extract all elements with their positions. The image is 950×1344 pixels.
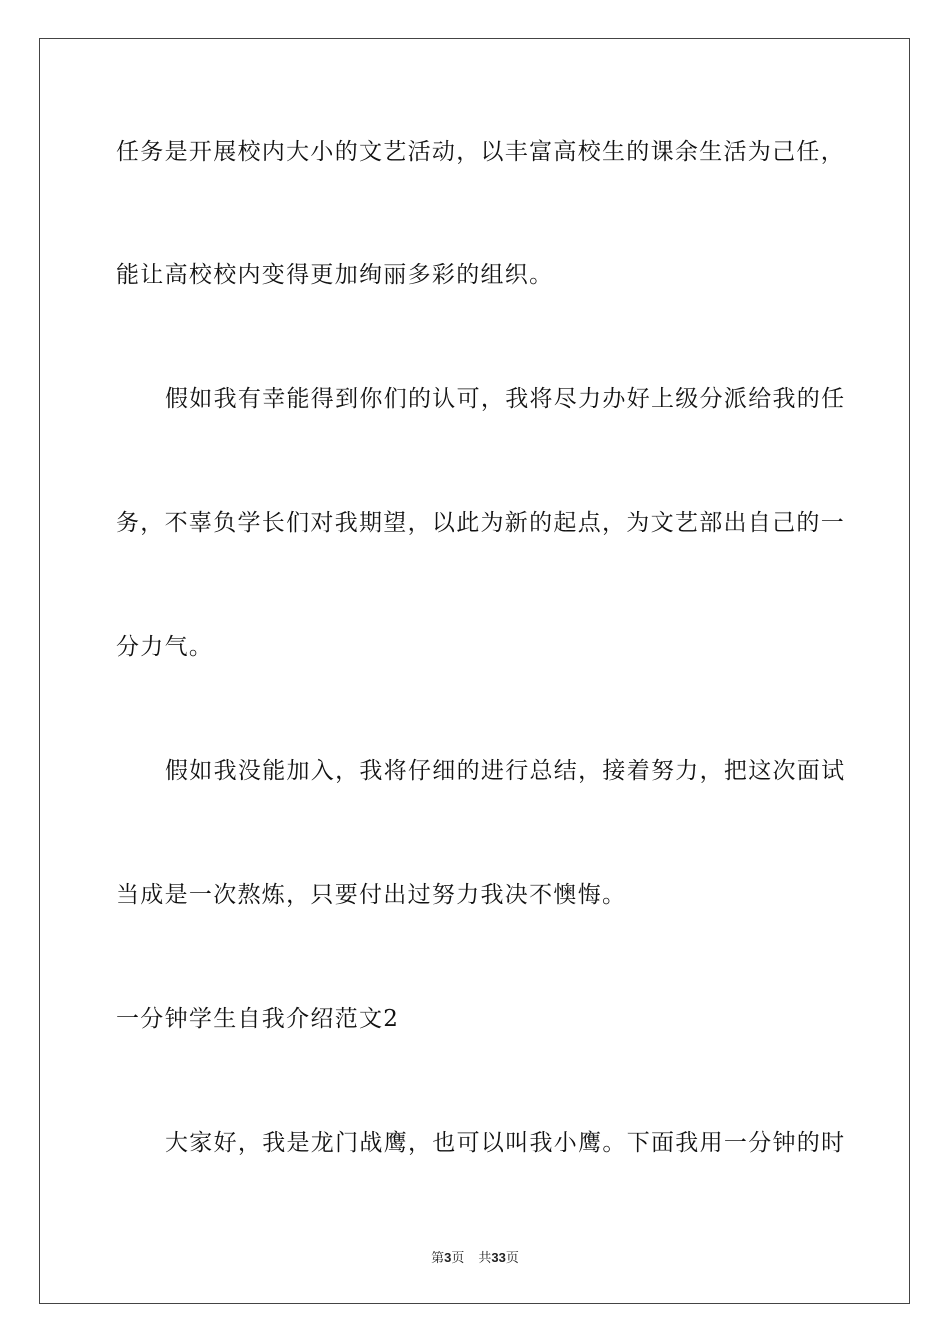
paragraph-line-7: 当成是一次熬炼，只要付出过努力我决不懊悔。 [116,882,627,908]
page-number: 3 [444,1250,452,1265]
paragraph-line-2: 能让高校校内变得更加绚丽多彩的组织。 [116,262,554,288]
paragraph-line-6: 假如我没能加入，我将仔细的进行总结，接着努力，把这次面试 [165,758,846,784]
total-pages: 33 [491,1250,506,1265]
paragraph-line-3: 假如我有幸能得到你们的认可，我将尽力办好上级分派给我的任 [165,386,846,412]
page-prefix: 第 [431,1251,445,1266]
total-prefix: 共 [478,1251,492,1266]
paragraph-line-8: 大家好，我是龙门战鹰，也可以叫我小鹰。下面我用一分钟的时 [165,1130,846,1156]
paragraph-line-1: 任务是开展校内大小的文艺活动，以丰富高校生的课余生活为己任， [116,139,845,165]
page-suffix: 页 [451,1251,465,1266]
page-footer [0,1247,950,1266]
total-suffix: 页 [505,1251,519,1266]
page-border [39,38,910,1304]
paragraph-line-5: 分力气。 [116,634,214,660]
paragraph-line-4: 务，不辜负学长们对我期望，以此为新的起点，为文艺部出自己的一 [116,510,845,536]
section-heading: 一分钟学生自我介绍范文2 [116,1006,400,1032]
